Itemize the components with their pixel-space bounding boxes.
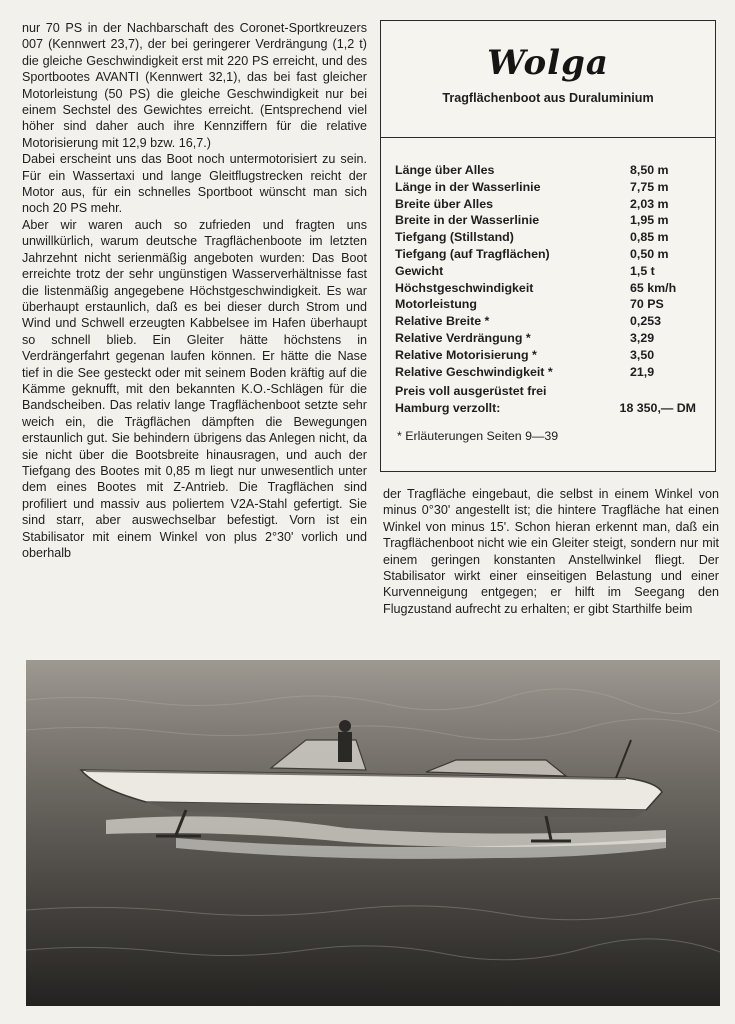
- left-text-column: [22, 20, 367, 561]
- spec-value: 0,50 m: [630, 246, 669, 261]
- spec-row: [395, 296, 710, 313]
- price-row: [395, 400, 710, 417]
- spec-row: [395, 229, 710, 246]
- price-block: [395, 383, 710, 417]
- paragraph: nur 70 PS in der Nachbarschaft des Coronet-Sportkreuzers 007 (Kennwert 23,7), der bei geringerer Verdrängung (1,2 t) die gleiche Geschwindigkeit erst mit 220 PS erreicht, und des Sportbootes AVANTI (Kennwert 32,1), das bei fast gleicher Motorleistung (50 PS) die gleiche Geschwindigkeit nur bei einem Sechstel des Gewichtes erreicht. (Entsprechend viel höher sind daher auch ihre Kennziffern für die relative Motorisierung mit 12,9 bzw. 16,7.): [22, 21, 367, 150]
- spec-value: 0,85 m: [630, 230, 669, 245]
- spec-value: 1,5 t: [630, 263, 655, 278]
- spec-row: [395, 280, 710, 297]
- spec-label: Relative Motorisierung *: [395, 347, 537, 362]
- spec-subtitle: Tragflächenboot aus Duraluminium: [442, 91, 654, 105]
- spec-value: 3,29: [630, 330, 655, 345]
- price-label: Hamburg verzollt:: [395, 401, 501, 415]
- spec-label: Tiefgang (auf Tragflächen): [395, 246, 550, 261]
- spec-label: Motorleistung: [395, 297, 477, 312]
- spec-label: Breite über Alles: [395, 196, 494, 211]
- spec-row: [395, 246, 710, 263]
- spec-value: 70 PS: [630, 297, 664, 312]
- spec-row: [395, 179, 710, 196]
- footnote: * Erläuterungen Seiten 9—39: [397, 429, 559, 443]
- spec-header: [381, 21, 715, 138]
- spec-row: [395, 212, 710, 229]
- spec-value: 7,75 m: [630, 179, 669, 194]
- hydrofoil-boat-illustration: [26, 660, 720, 1006]
- spec-value: 2,03 m: [630, 196, 669, 211]
- spec-label: Relative Breite *: [395, 314, 490, 329]
- spec-row: [395, 330, 710, 347]
- spec-row: [395, 347, 710, 364]
- spec-label: Relative Geschwindigkeit *: [395, 364, 553, 379]
- price-value: 18 350,— DM: [619, 401, 696, 415]
- spec-value: 8,50 m: [630, 163, 669, 177]
- spec-label: Gewicht: [395, 263, 444, 278]
- right-text-column: [383, 486, 719, 617]
- spec-row: [395, 364, 710, 381]
- spec-label: Breite in der Wasserlinie: [395, 213, 540, 228]
- boat-photo: [26, 660, 720, 1006]
- spec-label: Länge über Alles: [395, 163, 495, 177]
- spec-label: Länge in der Wasserlinie: [395, 179, 541, 194]
- spec-row: [395, 263, 710, 280]
- spec-value: 1,95 m: [630, 213, 669, 228]
- spec-value: 21,9: [630, 364, 655, 379]
- spec-label: Relative Verdrängung *: [395, 330, 531, 345]
- paragraph: Aber wir waren auch so zufrieden und fragten uns unwillkürlich, warum deutsche Tragflächenboote im letzten Jahrzehnt nicht serienmäßig angeboten wurden: Das Boot erreichte trotz der sehr ungünstigen Wasserverhältnisse fast die listenmäßig angegebene Höchstgeschwindigkeit. Es war überhaupt erstaunlich, daß es bei dieser durch Strom und Wind und Schwell erzeugten Kabbelsee im Hafen überhaupt so schnell blieb. Ein Gleiter hätte höchstens in Verdrängerfahrt gegenan laufen können. Er hätte die Nase tief in die See gesteckt oder mit seinem Boden kräftig auf die Kämme geknufft, mit den bekannten K.O.-Schlägen für die Bandscheiben. Das relativ lange Tragflächenboot setzte sehr weich ein, die Trägflächen dämpften die Bewegungen erstaunlich gut. Sie behindern übrigens das Anlegen nicht, da sie nicht über die Bootsbreite hinausragen, und auch der Tiefgang des Bootes mit 0,85 m liegt nur unwesentlich unter dem eines Bootes mit Z-Antrieb. Die Tragflächen sind profiliert und massiv aus poliertem V2A-Stahl gefertigt. Sie sind starr, aber auswechselbar befestigt. Vorn ist ein Stabilisator mit einem Winkel von plus 2°30' vorlich und oberhalb: [22, 217, 367, 560]
- spec-title: Wolga: [487, 43, 609, 83]
- spec-box: [380, 20, 716, 472]
- price-label: Preis voll ausgerüstet frei: [395, 384, 547, 398]
- spec-table: [395, 162, 710, 380]
- spec-value: 3,50: [630, 347, 655, 362]
- spec-label: Höchstgeschwindigkeit: [395, 280, 534, 295]
- paragraph: der Tragfläche eingebaut, die selbst in einem Winkel von minus 0°30' angestellt ist; die hintere Tragfläche hat einen Winkel von minus 15'. Schon hieran erkennt man, daß ein Tragflächenboot nicht wie ein Gleiter steigt, sondern nur mit einem geringen konstanten Anstellwinkel fliegt. Der Stabilisator wirkt einer einseitigen Belastung und einer Kurvenneigung entgegen; er hilft im Seegang den Flugzustand aufrecht zu erhalten; er gibt Starthilfe beim: [383, 487, 719, 616]
- paragraph: Dabei erscheint uns das Boot noch untermotorisiert zu sein. Für ein Wassertaxi und lange Gleitflugstrecken reicht der Motor aus, für ein schnelles Sportboot wünscht man sich noch 20 PS mehr.: [22, 152, 367, 216]
- spec-row: [395, 162, 710, 179]
- spec-label: Tiefgang (Stillstand): [395, 230, 514, 245]
- spec-row: [395, 196, 710, 213]
- spec-row: [395, 313, 710, 330]
- spec-value: 0,253: [630, 314, 662, 329]
- spec-value: 65 km/h: [630, 280, 677, 295]
